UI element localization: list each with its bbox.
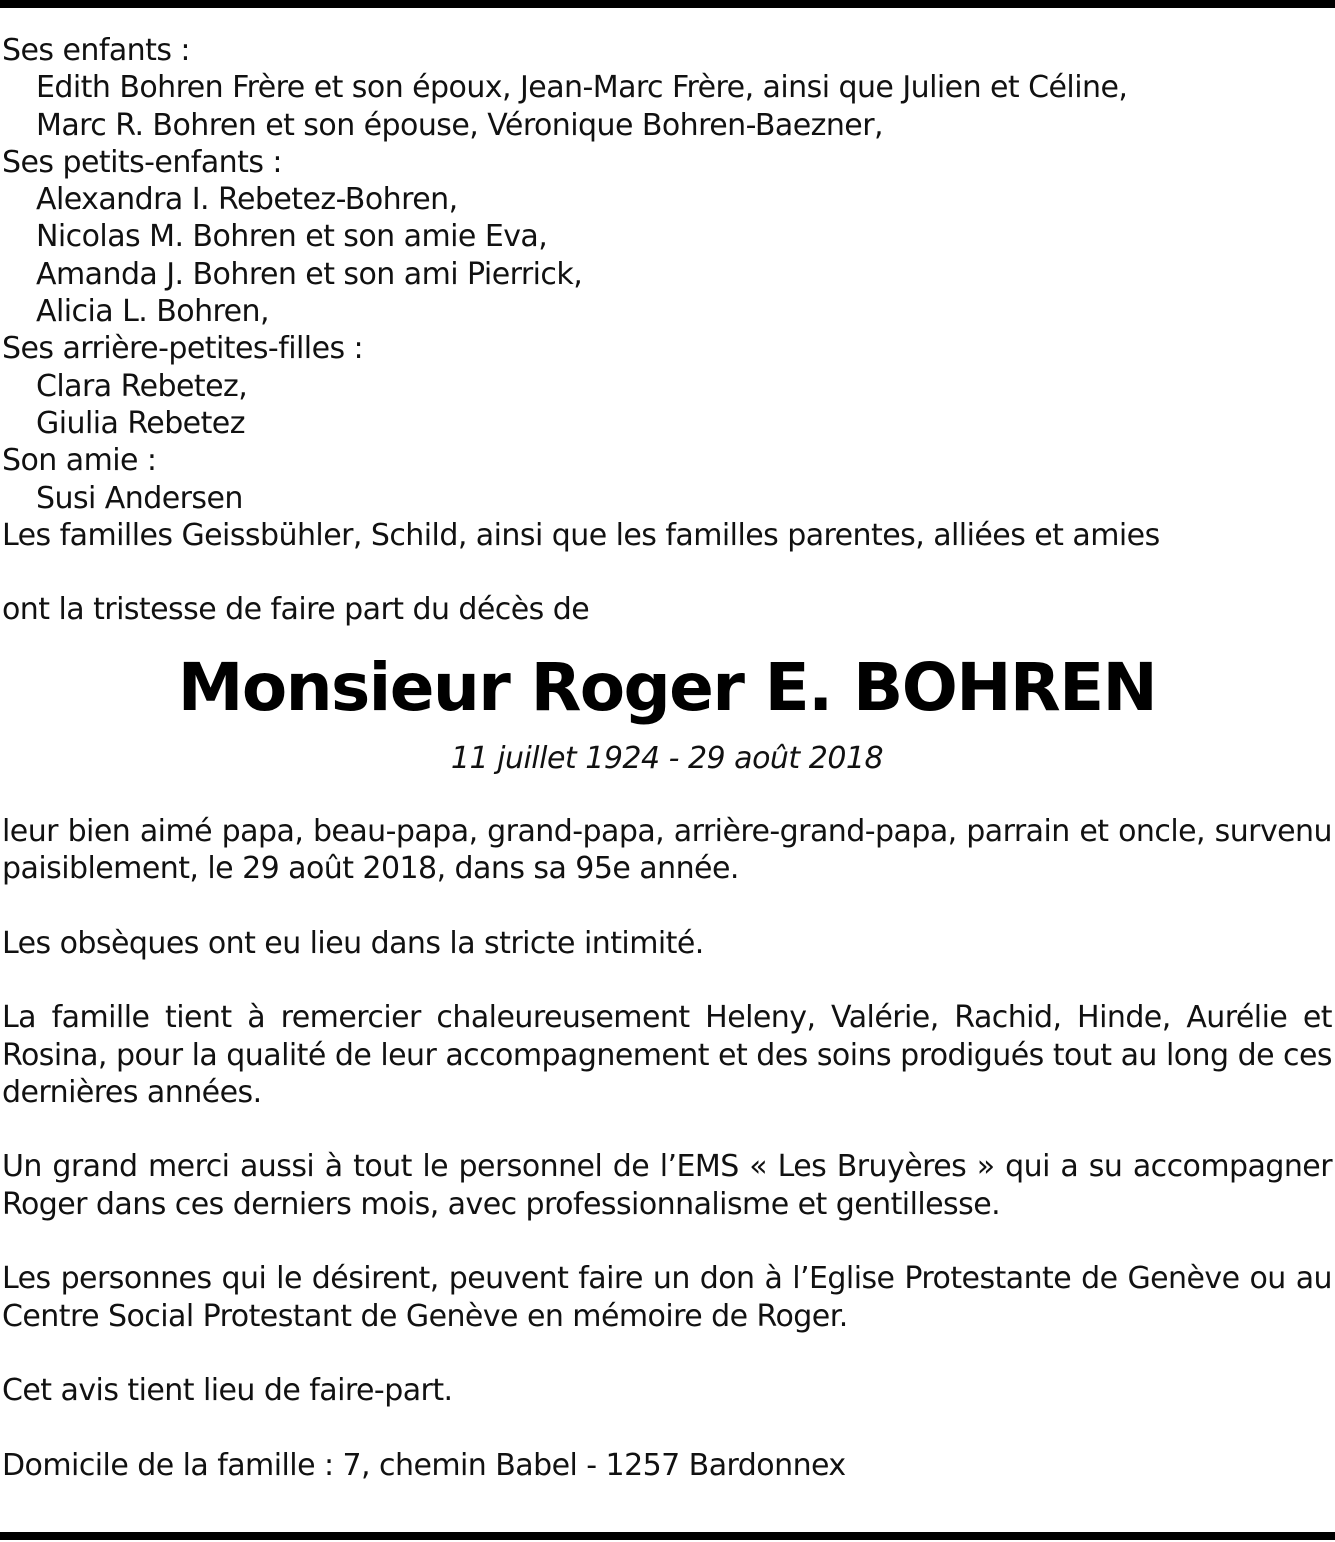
- families-line: Les familles Geissbühler, Schild, ainsi que les familles parentes, alliées et amies: [2, 517, 1160, 553]
- grandchildren-heading: Ses petits-enfants :: [2, 144, 282, 180]
- thanks-ems-paragraph: Un grand merci aussi à tout le personnel de l’EMS « Les Bruyères » qui a su accompagner Roger dans ces derniers mois, avec professionnalisme et gentillesse.: [2, 1149, 1332, 1222]
- grandchild-line: Amanda J. Bohren et son ami Pierrick,: [36, 256, 583, 292]
- great-grandchild-line: Giulia Rebetez: [36, 405, 245, 441]
- great-grandchild-line: Clara Rebetez,: [36, 368, 248, 404]
- tribute-paragraph: leur bien aimé papa, beau-papa, grand-papa, arrière-grand-papa, parrain et oncle, survenu paisiblement, le 29 août 2018, dans sa 95e année.: [2, 813, 1332, 887]
- top-rule: [0, 0, 1335, 8]
- notice-paragraph: Cet avis tient lieu de faire-part.: [2, 1373, 453, 1409]
- great-grandchildren-heading: Ses arrière-petites-filles :: [2, 331, 364, 367]
- friend-line: Susi Andersen: [36, 480, 243, 516]
- deceased-name: Monsieur Roger E. BOHREN: [177, 648, 1157, 726]
- spacer: [2, 962, 1332, 999]
- funeral-paragraph: Les obsèques ont eu lieu dans la stricte intimité.: [2, 925, 704, 961]
- announcement-line: ont la tristesse de faire part du décès de: [2, 592, 590, 628]
- spacer: [2, 1410, 1332, 1447]
- spacer: [2, 1335, 1332, 1372]
- grandchild-line: Alexandra I. Rebetez-Bohren,: [36, 182, 458, 218]
- thanks-caregivers-paragraph: La famille tient à remercier chaleureusement Heleny, Valérie, Rachid, Hinde, Aurélie et Rosina, pour la qualité de leur accompagnement et des soins prodigués tout au long de ces dernières années.: [2, 1000, 1332, 1110]
- child-line: Edith Bohren Frère et son époux, Jean-Marc Frère, ainsi que Julien et Céline,: [36, 70, 1128, 106]
- spacer: [2, 1223, 1332, 1260]
- spacer: [2, 887, 1332, 924]
- donation-paragraph: Les personnes qui le désirent, peuvent faire un don à l’Eglise Protestante de Genève ou au Centre Social Protestant de Genève en mémoire de Roger.: [2, 1261, 1332, 1334]
- friend-heading: Son amie :: [2, 443, 157, 479]
- family-address: Domicile de la famille : 7, chemin Babel - 1257 Bardonnex: [2, 1447, 846, 1483]
- life-dates: 11 juillet 1924 - 29 août 2018: [450, 740, 884, 776]
- children-heading: Ses enfants :: [2, 33, 190, 68]
- spacer: [2, 554, 1332, 591]
- bottom-rule: [0, 1532, 1335, 1540]
- obituary-notice: [2, 32, 1332, 1484]
- grandchild-line: Nicolas M. Bohren et son amie Eva,: [36, 219, 548, 255]
- grandchild-line: Alicia L. Bohren,: [36, 294, 270, 330]
- child-line: Marc R. Bohren et son épouse, Véronique Bohren-Baezner,: [36, 107, 883, 143]
- spacer: [2, 1111, 1332, 1148]
